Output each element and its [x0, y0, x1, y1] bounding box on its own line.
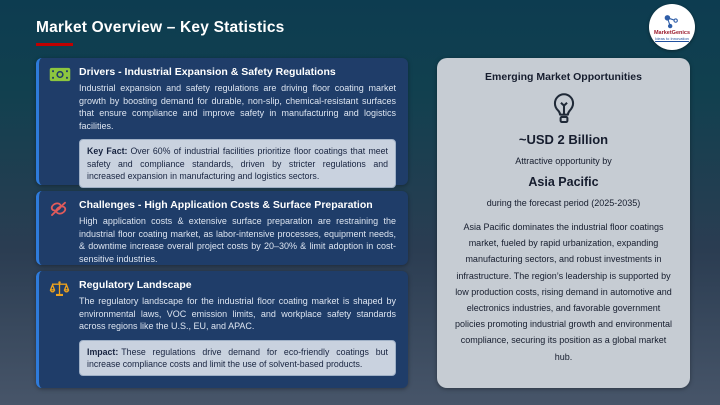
panel-title: Emerging Market Opportunities	[485, 71, 642, 83]
page-title-block	[36, 19, 285, 46]
challenges-card-body: High application costs & extensive surface preparation are restraining the industrial floor coating market, as labor-intensive processes, equipment needs, & downtime increase overall project costs by 20–30% & limit adoption in cost-sensitive industries.	[79, 216, 396, 264]
key-statistics-column	[36, 58, 408, 388]
broken-link-icon	[49, 200, 68, 222]
opportunity-value: ~USD 2 Billion	[518, 132, 609, 147]
regulatory-card	[36, 271, 408, 388]
opportunity-description: Asia Pacific dominates the industrial floor coatings market, fueled by rapid urbanization, expanding manufacturing sectors, and robust investments in infrastructure. The region’s leadership is supported by low production costs, rising demand in automotive and electronics industries, and favorable government policies promoting industrial growth and environmental compliance, securing its position as a global market hub.	[454, 222, 673, 362]
logo-tagline-text: Ideas to Innovation	[655, 35, 689, 41]
impact-label: Impact:	[87, 346, 119, 357]
company-logo	[649, 4, 695, 50]
title-underline	[36, 43, 73, 46]
key-fact-box	[79, 139, 396, 187]
drivers-card-title: Drivers - Industrial Expansion & Safety Regulations	[79, 66, 336, 78]
opportunity-region: Asia Pacific	[528, 175, 599, 189]
challenges-card	[36, 191, 408, 265]
opportunity-subtitle: Attractive opportunity by	[515, 156, 612, 166]
page-title: Market Overview – Key Statistics	[36, 19, 285, 36]
regulatory-card-title: Regulatory Landscape	[79, 279, 192, 291]
key-fact-text: Over 60% of industrial facilities prioritize floor coatings that meet safety and compliance standards, driven by stricter regulations and increased expansion in manufacturing and logistics sectors.	[87, 146, 389, 181]
lightbulb-icon	[550, 92, 578, 126]
logo-brand-text: MarketGenics	[653, 29, 691, 36]
forecast-period: during the forecast period (2025-2035)	[486, 198, 641, 208]
drivers-card	[36, 58, 408, 185]
key-fact-label: Key Fact:	[87, 146, 128, 157]
emerging-opportunities-panel	[437, 58, 690, 388]
scales-icon	[49, 280, 70, 303]
impact-text: These regulations drive demand for eco-friendly coatings but increase compliance costs and limit the use of solvent-based products.	[87, 346, 388, 369]
regulatory-card-body: The regulatory landscape for the industrial floor coating market is shaped by environmental laws, VOC emission limits, and workplace safety standards across regions like the U.S., EU, and APAC.	[79, 296, 396, 332]
impact-box	[79, 340, 396, 376]
molecule-icon	[661, 14, 683, 29]
challenges-card-title: Challenges - High Application Costs & Surface Preparation	[79, 199, 373, 211]
drivers-card-body: Industrial expansion and safety regulations are driving floor coating market growth by boosting demand for durable, non-slip, chemical-resistant surfaces that ensure compliance and improve safety in manufacturing and logistics facilities.	[79, 83, 396, 131]
banknote-icon	[49, 67, 71, 87]
